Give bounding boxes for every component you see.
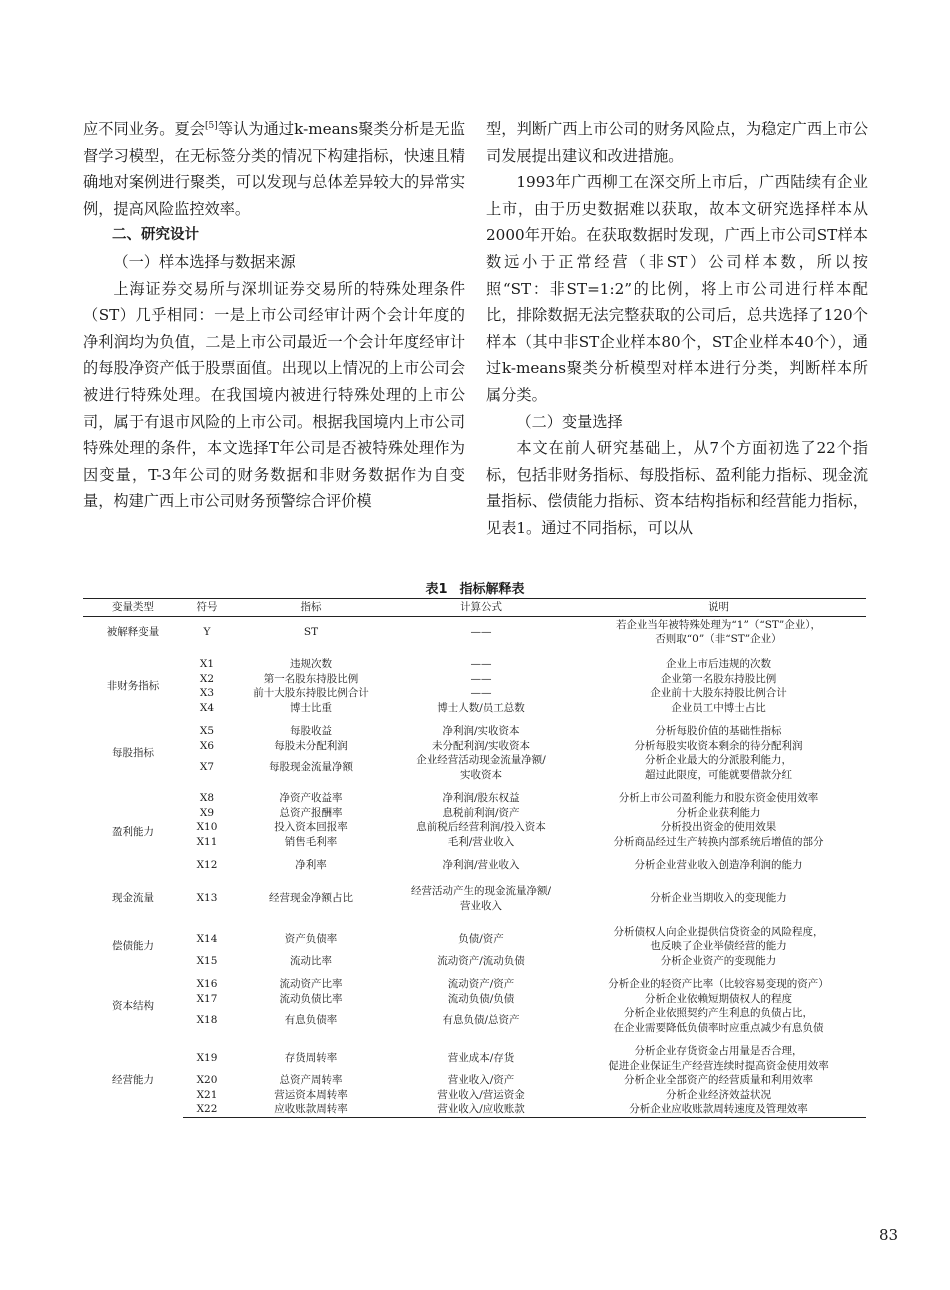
description-cell: 分析企业获利能力 [676, 806, 761, 819]
indicator-cell: 总资产报酬率 [279, 806, 343, 819]
right-text-column [486, 116, 868, 542]
symbol-cell: X2 [199, 672, 215, 685]
citation-ref[interactable]: [5] [205, 121, 218, 131]
formula-cell: 营业收入/资产 [447, 1074, 515, 1086]
table-header-row [83, 599, 866, 617]
desc-line: 超过此限度，可能就要借款分红 [645, 768, 792, 781]
description-cell [571, 1006, 866, 1035]
description-cell: 分析企业营业收入创造净利润的能力 [634, 859, 803, 871]
formula-cell: 负债/资产 [458, 932, 504, 945]
symbol-cell: X21 [196, 1088, 218, 1101]
table-row [83, 925, 866, 954]
formula-cell: —— [470, 658, 492, 670]
category-cell: 偿债能力 [112, 940, 154, 952]
description-cell: 企业员工中博士占比 [671, 701, 766, 714]
category-cell: 每股指标 [112, 746, 154, 759]
description-cell: 分析商品经过生产转换内部系统后增值的部分 [613, 835, 824, 848]
table-row [83, 954, 866, 969]
indicator-cell: 存货周转率 [284, 1052, 338, 1065]
indicator-cell: 每股收益 [290, 725, 332, 737]
table-row [83, 977, 866, 992]
indicator-cell: 总资产周转率 [279, 1074, 343, 1086]
table-row [83, 835, 866, 850]
symbol-cell: X16 [196, 978, 218, 990]
formula-cell [391, 753, 571, 782]
indicator-cell: 流动比率 [290, 954, 332, 967]
paragraph-sample-selection: 1993年广西柳工在深交所上市后，广西陆续有企业上市，由于历史数据难以获取，故本文研究选择样本从2000年开始。在获取数据时发现，广西上市公司ST样本数远小于正常经营（非ST）公司样本数，所以按照“ST：非ST=1:2”的比例，将上市公司进行样本配比，排除数据无法完整获取的公司后，总共选择了120个样本（其中非ST企业样本80个，ST企业样本40个），通过k-means聚类分析模型对样本进行分类，判断样本所属分类。 [486, 173, 868, 404]
description-cell [571, 753, 866, 782]
description-cell: 分析每股价值的基础性指标 [655, 725, 782, 737]
desc-line: 分析债权人向企业提供信贷资金的风险程度， [613, 925, 824, 938]
table-row [83, 1102, 866, 1117]
indicator-cell: 博士比重 [290, 701, 332, 714]
table-number: 表1 [425, 582, 448, 597]
table-row [83, 616, 866, 648]
category-cell: 盈利能力 [112, 825, 154, 838]
table-row [83, 1073, 866, 1088]
category-cell: 非财务指标 [106, 679, 160, 692]
description-cell: 企业前十大股东持股比例合计 [650, 687, 787, 699]
desc-line: 分析企业最大的分派股利能力， [645, 754, 792, 766]
description-cell: 分析企业的轻资产比率（比较容易变现的资产） [608, 978, 829, 990]
header-indicator: 指标 [231, 599, 391, 617]
table-row [83, 672, 866, 687]
table-row [83, 858, 866, 873]
description-cell: 企业上市后违规的次数 [666, 658, 771, 670]
symbol-cell: X13 [196, 892, 218, 905]
header-variable-type: 变量类型 [83, 599, 183, 617]
indicator-cell: 投入资本回报率 [274, 821, 348, 833]
formula-cell: 营业收入/应收账款 [391, 1102, 571, 1117]
subsection-heading-sample: （一）样本选择与数据来源 [113, 252, 296, 271]
text: 等认为通过k-means聚类分析是无监督学习模型，在无标签分类的情况下构建指标，快速且精确地对案例进行聚类，可以发现与总体差异较大的异常实例，提高风险监控效率。 [83, 120, 466, 218]
formula-cell: 流动资产/流动负债 [437, 954, 525, 967]
symbol-cell: X4 [199, 701, 215, 714]
symbol-cell: X11 [196, 835, 218, 848]
table-row [83, 724, 866, 739]
indicator-cell: 营运资本周转率 [274, 1088, 348, 1101]
formula-cell: 流动负债/负债 [447, 992, 515, 1005]
header-description: 说明 [571, 599, 866, 617]
indicator-cell: ST [303, 626, 319, 638]
table-row [83, 701, 866, 716]
section-heading-research-design: 二、研究设计 [112, 227, 199, 244]
formula-line: 企业经营活动现金流量净额/ [416, 754, 546, 766]
formula-cell: 毛利/营业收入 [447, 835, 515, 848]
symbol-cell: X5 [199, 725, 215, 737]
symbol-cell: X18 [196, 1014, 218, 1027]
desc-line: 促进企业保证生产经营连续时提高资金使用效率 [608, 1059, 829, 1072]
formula-cell: 有息负债/总资产 [442, 1014, 520, 1027]
desc-line: 若企业当年被特殊处理为“1”（“ST”企业）， [615, 618, 822, 631]
text: 应不同业务。夏会 [83, 120, 206, 138]
indicator-cell: 流动资产比率 [279, 978, 343, 990]
formula-cell: 净利润/实收资本 [442, 725, 520, 737]
category-cell: 经营能力 [112, 1074, 154, 1087]
left-text-column [83, 116, 465, 515]
formula-cell: 未分配利润/实收资本 [431, 739, 531, 752]
symbol-cell: X20 [196, 1074, 218, 1086]
header-formula: 计算公式 [391, 599, 571, 617]
formula-cell: —— [470, 626, 492, 638]
paragraph-st-conditions: 上海证券交易所与深圳证券交易所的特殊处理条件（ST）几乎相同：一是上市公司经审计两个会计年度的净利润均为负值，二是上市公司最近一个会计年度经审计的每股净资产低于股票面值。出现以上情况的上市公司会被进行特殊处理。在我国境内被进行特殊处理的上市公司，属于有退市风险的上市公司。根据我国境内上市公司特殊处理的条件，本文选择T年公司是否被特殊处理作为因变量，T-3年公司的财务数据和非财务数据作为自变量，构建广西上市公司财务预警综合评价模 [83, 279, 465, 511]
table-row [83, 992, 866, 1007]
desc-line: 也反映了企业举债经营的能力 [650, 940, 787, 952]
table-row [83, 791, 866, 806]
symbol-cell: X6 [199, 739, 215, 752]
symbol-cell: X12 [196, 859, 218, 871]
formula-line: 经营活动产生的现金流量净额/ [410, 885, 552, 897]
symbol-cell: X10 [196, 821, 218, 833]
paragraph-variable-selection: 本文在前人研究基础上，从7个方面初选了22个指标，包括非财务指标、每股指标、盈利能力指标、现金流量指标、偿债能力指标、资本结构指标和经营能力指标，见表1。通过不同指标，可以从 [486, 439, 868, 537]
table-row [83, 686, 866, 701]
description-cell: 分析企业依赖短期债权人的程度 [645, 992, 792, 1005]
description-cell: 分析企业当期收入的变现能力 [650, 892, 787, 905]
table-row [83, 739, 866, 754]
paragraph-continued: 型，判断广西上市公司的财务风险点，为稳定广西上市公司发展提出建议和改进措施。 [486, 120, 868, 165]
formula-cell: —— [470, 687, 492, 699]
symbol-cell: X15 [196, 954, 218, 967]
indicator-cell: 销售毛利率 [284, 835, 338, 848]
formula-cell: —— [470, 672, 492, 685]
formula-cell: 营业收入/营运资金 [437, 1088, 525, 1101]
table-row [83, 806, 866, 821]
subsection-heading-variables: （二）变量选择 [516, 412, 623, 431]
symbol-cell: Y [203, 626, 211, 638]
page-number: 83 [879, 1226, 899, 1244]
table-row [83, 753, 866, 782]
desc-line: 在企业需要降低负债率时应重点减少有息负债 [613, 1021, 824, 1034]
indicator-cell: 第一名股东持股比例 [263, 672, 359, 685]
symbol-cell: X19 [196, 1052, 218, 1065]
table-row [83, 820, 866, 835]
description-cell: 分析每股实收资本剩余的待分配利润 [634, 739, 803, 752]
desc-line: 分析企业存货资金占用量是否合理， [634, 1045, 803, 1057]
formula-cell: 博士人数/员工总数 [437, 701, 525, 714]
indicator-cell: 流动负债比率 [279, 992, 343, 1005]
indicator-cell: 净利率 [295, 859, 327, 871]
formula-cell: 净利润/营业收入 [442, 859, 520, 871]
category-cell: 资本结构 [112, 999, 154, 1012]
paragraph-kmeans-intro [83, 116, 465, 222]
formula-cell: 流动资产/资产 [447, 978, 515, 990]
indicator-cell: 有息负债率 [284, 1014, 338, 1027]
formula-cell: 息前税后经营利润/投入资本 [416, 821, 546, 833]
description-cell: 分析企业全部资产的经营质量和利用效率 [624, 1074, 813, 1086]
indicator-cell: 违规次数 [290, 658, 332, 670]
description-cell: 分析企业应收账款周转速度及管理效率 [571, 1102, 866, 1117]
table-row [83, 1088, 866, 1103]
symbol-cell: X14 [196, 932, 218, 945]
table-row [83, 882, 866, 916]
header-symbol: 符号 [183, 599, 231, 617]
category-cell: 现金流量 [112, 892, 154, 905]
description-cell: 企业第一名股东持股比例 [660, 672, 777, 685]
formula-line: 营业收入 [460, 899, 502, 912]
symbol-cell: X7 [199, 761, 215, 774]
indicator-cell: 经营现金净额占比 [269, 892, 353, 905]
formula-cell: 营业成本/存货 [447, 1052, 515, 1065]
symbol-cell: X3 [199, 687, 215, 699]
symbol-cell: X17 [196, 992, 218, 1005]
indicator-cell: 每股未分配利润 [274, 739, 348, 752]
table-row [83, 1044, 866, 1073]
description-cell [571, 1044, 866, 1073]
description-cell: 分析投出资金的使用效果 [660, 821, 777, 833]
description-cell: 分析上市公司盈利能力和股东资金使用效率 [618, 792, 819, 804]
symbol-cell: X1 [199, 658, 215, 670]
description-cell: 分析企业资产的变现能力 [660, 954, 777, 967]
desc-line: 分析企业依照契约产生利息的负债占比， [624, 1007, 813, 1019]
table-caption [0, 578, 950, 597]
formula-cell: 息税前利润/资产 [442, 806, 520, 819]
indicator-table [83, 598, 866, 1118]
table-title: 指标解释表 [459, 582, 525, 597]
indicator-cell: 净资产收益率 [279, 792, 343, 804]
description-cell [571, 616, 866, 648]
symbol-cell: X8 [199, 792, 215, 804]
indicator-cell: 每股现金流量净额 [269, 761, 353, 774]
category-cell: 被解释变量 [106, 626, 160, 638]
indicator-cell: 前十大股东持股比例合计 [253, 687, 369, 699]
indicator-cell: 应收账款周转率 [231, 1102, 391, 1117]
formula-cell [391, 882, 571, 916]
description-cell [571, 925, 866, 954]
table-row [83, 1006, 866, 1035]
indicator-cell: 资产负债率 [284, 932, 338, 945]
desc-line: 否则取“0”（非“ST”企业） [655, 633, 782, 646]
symbol-cell: X22 [183, 1102, 231, 1117]
table-row [83, 657, 866, 672]
description-cell: 分析企业经济效益状况 [666, 1088, 771, 1101]
formula-line: 实收资本 [460, 768, 502, 781]
formula-cell: 净利润/股东权益 [442, 792, 520, 804]
symbol-cell: X9 [199, 806, 215, 819]
